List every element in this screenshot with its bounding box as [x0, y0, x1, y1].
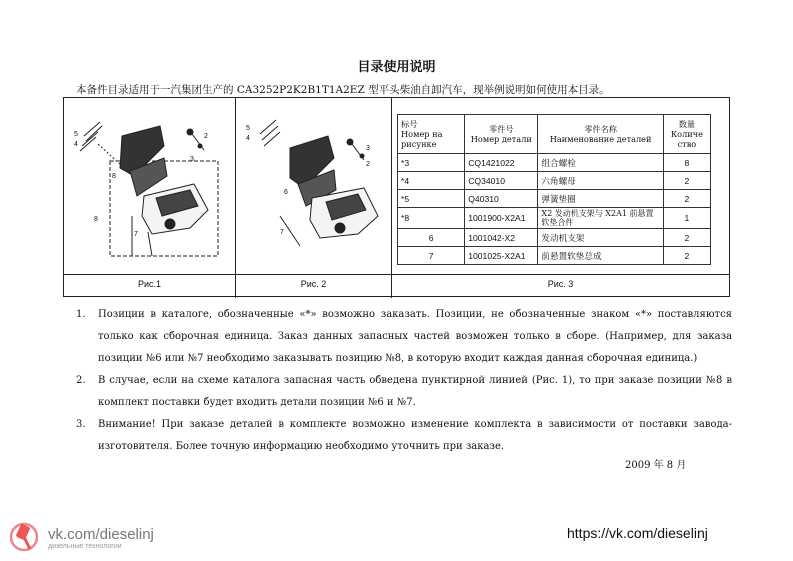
figure-1-caption: Рис.1 — [137, 279, 162, 289]
figure-2-drawing — [240, 106, 388, 266]
table-header-row — [398, 115, 711, 154]
intro-text: 本备件目录适用于一汽集团生产的 CA3252P2K2B1T1A2EZ 型平头柴油自卸汽车，现举例说明如何使用本目录。 — [76, 84, 610, 96]
list-item: 1. Позиции в каталоге, обозначенные «*» возможно заказать. Позиции, не обозначенные знаком «*» поставляются только как сборочная единица. Заказ данных запасных частей возможен только в сборе. (Например, для заказа позиции №6 или №7 необходимо заказывать позицию №8, в которую входит каждая данная сборочная единица.) — [76, 309, 732, 364]
header-part-name: 零件名称 Наименование деталей — [538, 115, 663, 154]
footer-url[interactable]: https://vk.com/dieselinj — [567, 525, 708, 541]
header-quantity: 数量 Количе ство — [663, 115, 710, 154]
header-part-number: 零件号 Номер детали — [465, 115, 538, 154]
callout-7: 7 — [280, 229, 284, 236]
divider — [64, 274, 729, 275]
callout-3: 3 — [190, 156, 194, 163]
table-row: *8 1001900-X2A1 X2 发动机支架与 X2A1 前悬置软垫合件 1 — [398, 208, 711, 229]
page-title: 目录使用说明 — [357, 60, 436, 75]
logo-text: vk.com/dieselinj — [48, 526, 154, 543]
callout-8: 8 — [112, 173, 116, 180]
callout-2: 2 — [204, 133, 208, 140]
figure-frame — [63, 97, 730, 297]
figure-2-caption: Рис. 2 — [300, 279, 327, 289]
callout-8: 8 — [94, 216, 98, 223]
callout-4: 4 — [74, 141, 78, 148]
callout-4: 4 — [246, 135, 250, 142]
parts-table — [397, 114, 711, 265]
figure-3-caption: Рис. 3 — [547, 279, 574, 289]
logo-subtitle: дизельные технологии — [48, 543, 122, 550]
table-row: *3 CQ1421022 组合螺栓 8 — [398, 154, 711, 172]
callout-5: 5 — [74, 131, 78, 138]
table-row: *4 CQ34010 六角螺母 2 — [398, 172, 711, 190]
document-date: 2009 年 8 月 — [625, 460, 687, 471]
table-row: 7 1001025-X2A1 前悬置软垫总成 2 — [398, 247, 711, 265]
list-item: 3. Внимание! При заказе деталей в комплекте возможно изменение комплекта в зависимости от поставки завода-изготовителя. Более точную информацию необходимо уточнить при заказе. — [76, 419, 732, 452]
piston-logo-icon — [8, 519, 44, 555]
table-row: 6 1001042-X2 发动机支架 2 — [398, 229, 711, 247]
header-ref: 标号 Номер на рисунке — [398, 115, 465, 154]
callout-5: 5 — [246, 125, 250, 132]
table-row: *5 Q40310 弹簧垫圈 2 — [398, 190, 711, 208]
divider — [235, 98, 236, 298]
callout-7: 7 — [134, 231, 138, 238]
callout-6: 6 — [284, 189, 288, 196]
notes-list — [76, 304, 732, 458]
list-item: 2. В случае, если на схеме каталога запасная часть обведена пунктирной линией (Рис. 1), то при заказе позиции №8 в комплект поставки будет входить детали позиции №6 и №7. — [76, 375, 732, 408]
divider — [391, 98, 392, 298]
callout-3: 3 — [366, 145, 370, 152]
figure-1-drawing — [72, 106, 230, 266]
callout-2: 2 — [366, 161, 370, 168]
